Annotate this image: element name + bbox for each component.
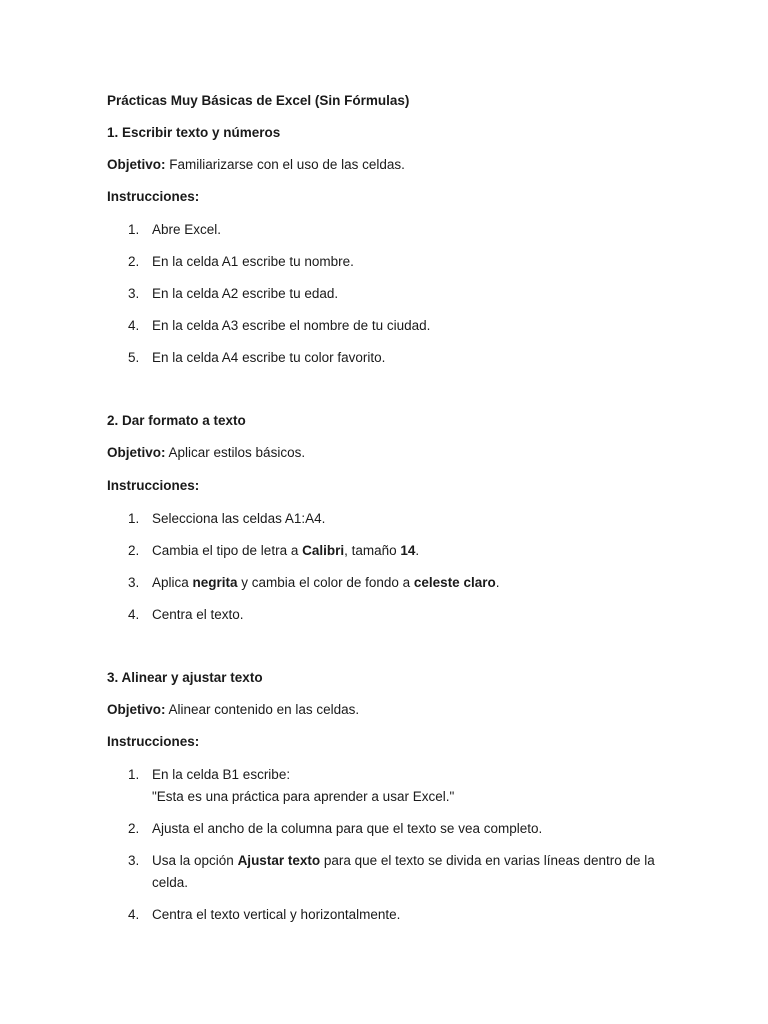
objective-text: Familiarizarse con el uso de las celdas.: [165, 157, 405, 172]
objective-label: Objetivo:: [107, 702, 166, 717]
section-3-instructions-label: Instrucciones:: [107, 734, 200, 749]
section-1-heading: 1. Escribir texto y números: [107, 125, 281, 140]
list-item: 3. Usa la opción Ajustar texto para que el texto se divida en varias líneas dentro de la celda.: [128, 853, 655, 890]
list-item: 4. En la celda A3 escribe el nombre de tu ciudad.: [128, 318, 431, 333]
section-2-instructions-label: Instrucciones:: [107, 478, 200, 493]
section-2-objective: [107, 444, 305, 462]
list-item: 4. Centra el texto.: [128, 607, 244, 622]
list-item: 5. En la celda A4 escribe tu color favorito.: [128, 350, 386, 365]
list-item: 1. En la celda B1 escribe: "Esta es una práctica para aprender a usar Excel.": [128, 767, 455, 804]
section-3-heading: 3. Alinear y ajustar texto: [107, 670, 263, 685]
section-1-objective: [107, 156, 405, 174]
list-item: 3. En la celda A2 escribe tu edad.: [128, 286, 339, 301]
section-3-objective: [107, 701, 359, 719]
objective-label: Objetivo:: [107, 445, 166, 460]
list-item: 2. En la celda A1 escribe tu nombre.: [128, 254, 354, 269]
list-item: 2. Ajusta el ancho de la columna para que el texto se vea completo.: [128, 821, 543, 836]
objective-text: Aplicar estilos básicos.: [165, 445, 306, 460]
list-item: 1. Abre Excel.: [128, 222, 222, 237]
document-title: Prácticas Muy Básicas de Excel (Sin Fórmulas): [107, 93, 410, 108]
section-1-instructions-label: Instrucciones:: [107, 189, 200, 204]
list-item: 4. Centra el texto vertical y horizontalmente.: [128, 907, 401, 922]
objective-label: Objetivo:: [107, 157, 166, 172]
list-item: 1. Selecciona las celdas A1:A4.: [128, 511, 326, 526]
section-2-heading: 2. Dar formato a texto: [107, 413, 246, 428]
objective-text: Alinear contenido en las celdas.: [165, 702, 360, 717]
list-item: 3. Aplica negrita y cambia el color de fondo a celeste claro.: [128, 575, 500, 590]
list-item: 2. Cambia el tipo de letra a Calibri, tamaño 14.: [128, 543, 420, 558]
